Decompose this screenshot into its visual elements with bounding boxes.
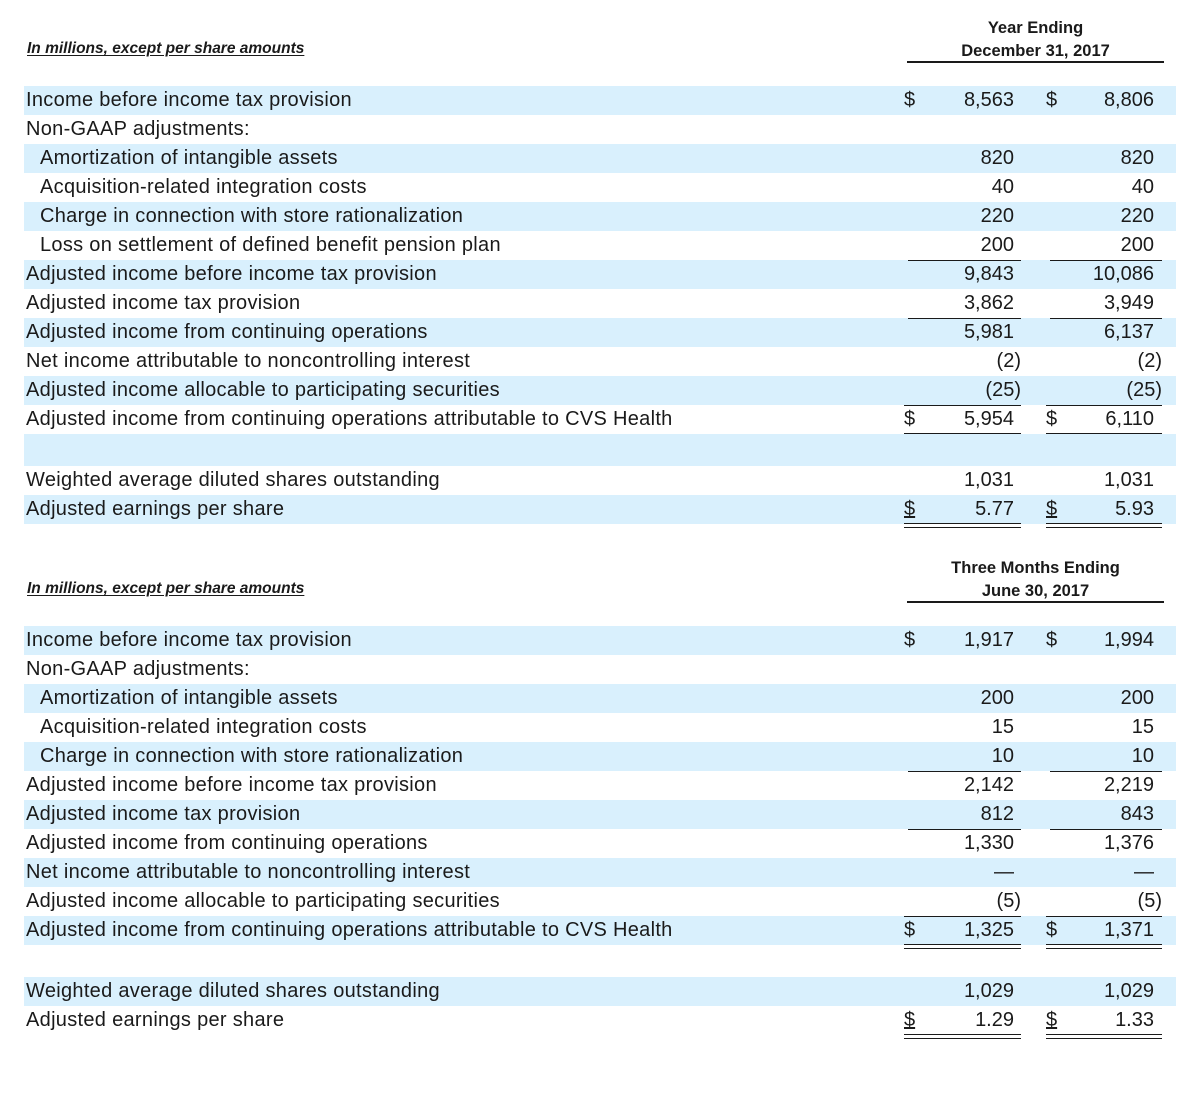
- value-col-1: 40: [991, 176, 1014, 198]
- three-months-table: [0, 556, 1200, 1036]
- table-row: [24, 466, 1176, 495]
- row-label: Adjusted income tax provision: [26, 292, 301, 314]
- table-row: [24, 713, 1176, 742]
- value-col-2: —: [1134, 861, 1154, 883]
- value-col-1: 1,031: [963, 469, 1014, 491]
- value-col-1: 1,029: [963, 980, 1014, 1002]
- value-col-1: 9,843: [963, 263, 1014, 285]
- currency-symbol: $: [1046, 919, 1058, 941]
- value-col-2: 5.93: [1115, 498, 1154, 520]
- value-col-1: 1,917: [963, 629, 1014, 651]
- value-col-1: 15: [991, 716, 1014, 738]
- value-col-2: 843: [1120, 803, 1154, 825]
- value-col-1: 220: [980, 205, 1014, 227]
- double-rule: [904, 1038, 1021, 1039]
- row-label: Non-GAAP adjustments:: [26, 658, 250, 680]
- table-rows: [24, 626, 1176, 1035]
- period-header-line1: Year Ending: [987, 19, 1084, 37]
- value-col-1: 820: [980, 147, 1014, 169]
- currency-symbol: $: [1046, 498, 1058, 520]
- table-row: [24, 916, 1176, 945]
- row-label: Amortization of intangible assets: [40, 687, 338, 709]
- table-caption: In millions, except per share amounts: [27, 40, 305, 57]
- value-col-1: (2): [996, 350, 1021, 372]
- value-col-2: 10,086: [1092, 263, 1154, 285]
- currency-symbol: $: [904, 498, 916, 520]
- currency-symbol: $: [904, 408, 916, 430]
- year-ending-table: [0, 16, 1200, 536]
- value-col-2: 1,031: [1103, 469, 1154, 491]
- table-row: [24, 173, 1176, 202]
- row-label: Weighted average diluted shares outstanding: [26, 469, 440, 491]
- value-col-1: (25): [985, 379, 1021, 401]
- value-col-2: 200: [1120, 687, 1154, 709]
- row-label: Adjusted income from continuing operations attributable to CVS Health: [26, 919, 673, 941]
- row-label: Weighted average diluted shares outstanding: [26, 980, 440, 1002]
- value-col-1: 1,325: [963, 919, 1014, 941]
- double-rule: [1046, 523, 1162, 524]
- value-col-2: 820: [1120, 147, 1154, 169]
- table-rows: [24, 86, 1176, 524]
- period-header: [907, 557, 1164, 603]
- currency-symbol: $: [904, 89, 916, 111]
- row-label: Charge in connection with store rationalization: [40, 745, 464, 767]
- double-rule: [1046, 1038, 1162, 1039]
- value-col-1: 8,563: [963, 89, 1014, 111]
- value-col-1: 5.77: [975, 498, 1014, 520]
- double-rule: [904, 1034, 1021, 1035]
- currency-symbol: $: [1046, 408, 1058, 430]
- value-col-2: (2): [1137, 350, 1162, 372]
- table-row: [24, 771, 1176, 800]
- currency-symbol: $: [1046, 629, 1058, 651]
- table-row: [24, 887, 1176, 916]
- value-col-2: 15: [1131, 716, 1154, 738]
- value-col-2: 40: [1131, 176, 1154, 198]
- value-col-2: 1,029: [1103, 980, 1154, 1002]
- value-col-2: 10: [1131, 745, 1154, 767]
- row-label: Adjusted income from continuing operations: [26, 832, 428, 854]
- table-row: [24, 800, 1176, 829]
- table-caption: In millions, except per share amounts: [27, 580, 305, 597]
- table-row: [24, 495, 1176, 524]
- value-col-1: 200: [980, 687, 1014, 709]
- double-rule: [904, 527, 1021, 528]
- double-rule: [1046, 1034, 1162, 1035]
- table-row: [24, 626, 1176, 655]
- row-label: Adjusted income before income tax provision: [26, 774, 437, 796]
- table-row: [24, 260, 1176, 289]
- row-label: Net income attributable to noncontrolling interest: [26, 350, 471, 372]
- value-col-1: 200: [980, 234, 1014, 256]
- row-label: Adjusted income from continuing operations attributable to CVS Health: [26, 408, 673, 430]
- period-header-line2: June 30, 2017: [981, 582, 1090, 600]
- value-col-2: 1.33: [1115, 1009, 1154, 1031]
- table-row: [24, 318, 1176, 347]
- row-label: Adjusted income allocable to participating securities: [26, 379, 500, 401]
- table-row: [24, 655, 1176, 684]
- value-col-2: (5): [1137, 890, 1162, 912]
- value-col-2: 6,110: [1105, 408, 1154, 430]
- table-row: [24, 858, 1176, 887]
- row-label: Charge in connection with store rationalization: [40, 205, 464, 227]
- double-rule: [1046, 527, 1162, 528]
- double-rule: [904, 523, 1021, 524]
- value-col-1: 2,142: [963, 774, 1014, 796]
- table-row: [24, 202, 1176, 231]
- row-label: Income before income tax provision: [26, 629, 352, 651]
- row-label: Acquisition-related integration costs: [40, 716, 367, 738]
- value-col-2: 1,994: [1103, 629, 1154, 651]
- table-row: [24, 347, 1176, 376]
- table-row: [24, 977, 1176, 1006]
- row-label: Adjusted income tax provision: [26, 803, 301, 825]
- row-label: Income before income tax provision: [26, 89, 352, 111]
- value-col-2: 8,806: [1103, 89, 1154, 111]
- currency-symbol: $: [904, 629, 916, 651]
- value-col-2: 2,219: [1103, 774, 1154, 796]
- value-col-2: 220: [1120, 205, 1154, 227]
- table-row: [24, 829, 1176, 858]
- value-col-2: 1,376: [1103, 832, 1154, 854]
- row-label: Net income attributable to noncontrolling interest: [26, 861, 471, 883]
- value-col-2: (25): [1126, 379, 1162, 401]
- period-header-line1: Three Months Ending: [951, 559, 1120, 577]
- table-row: [24, 1006, 1176, 1035]
- table-row: [24, 231, 1176, 260]
- row-label: Non-GAAP adjustments:: [26, 118, 250, 140]
- row-label: Adjusted earnings per share: [26, 498, 285, 520]
- value-col-1: 812: [980, 803, 1014, 825]
- row-label: Adjusted income before income tax provision: [26, 263, 437, 285]
- row-label: Adjusted income allocable to participating securities: [26, 890, 500, 912]
- currency-symbol: $: [1046, 89, 1058, 111]
- table-row: [24, 289, 1176, 318]
- value-col-1: (5): [996, 890, 1021, 912]
- table-row: [24, 945, 1176, 977]
- currency-symbol: $: [904, 919, 916, 941]
- value-col-1: 1.29: [975, 1009, 1014, 1031]
- row-label: Adjusted earnings per share: [26, 1009, 285, 1031]
- value-col-1: 3,862: [963, 292, 1014, 314]
- value-col-1: 5,954: [963, 408, 1014, 430]
- value-col-2: 6,137: [1103, 321, 1154, 343]
- value-col-2: 1,371: [1103, 919, 1154, 941]
- table-row: [24, 405, 1176, 434]
- currency-symbol: $: [904, 1009, 916, 1031]
- value-col-2: 200: [1120, 234, 1154, 256]
- row-label: Loss on settlement of defined benefit pension plan: [40, 234, 501, 256]
- table-row: [24, 115, 1176, 144]
- table-row: [24, 86, 1176, 115]
- value-col-1: 10: [991, 745, 1014, 767]
- value-col-2: 3,949: [1103, 292, 1154, 314]
- row-label: Amortization of intangible assets: [40, 147, 338, 169]
- table-row: [24, 684, 1176, 713]
- currency-symbol: $: [1046, 1009, 1058, 1031]
- value-col-1: 5,981: [963, 321, 1014, 343]
- value-col-1: 1,330: [963, 832, 1014, 854]
- table-row: [24, 434, 1176, 466]
- table-row: [24, 376, 1176, 405]
- table-row: [24, 742, 1176, 771]
- value-col-1: —: [994, 861, 1014, 883]
- row-label: Acquisition-related integration costs: [40, 176, 367, 198]
- row-label: Adjusted income from continuing operations: [26, 321, 428, 343]
- period-header-line2: December 31, 2017: [961, 42, 1110, 60]
- period-header: [907, 17, 1164, 63]
- table-row: [24, 144, 1176, 173]
